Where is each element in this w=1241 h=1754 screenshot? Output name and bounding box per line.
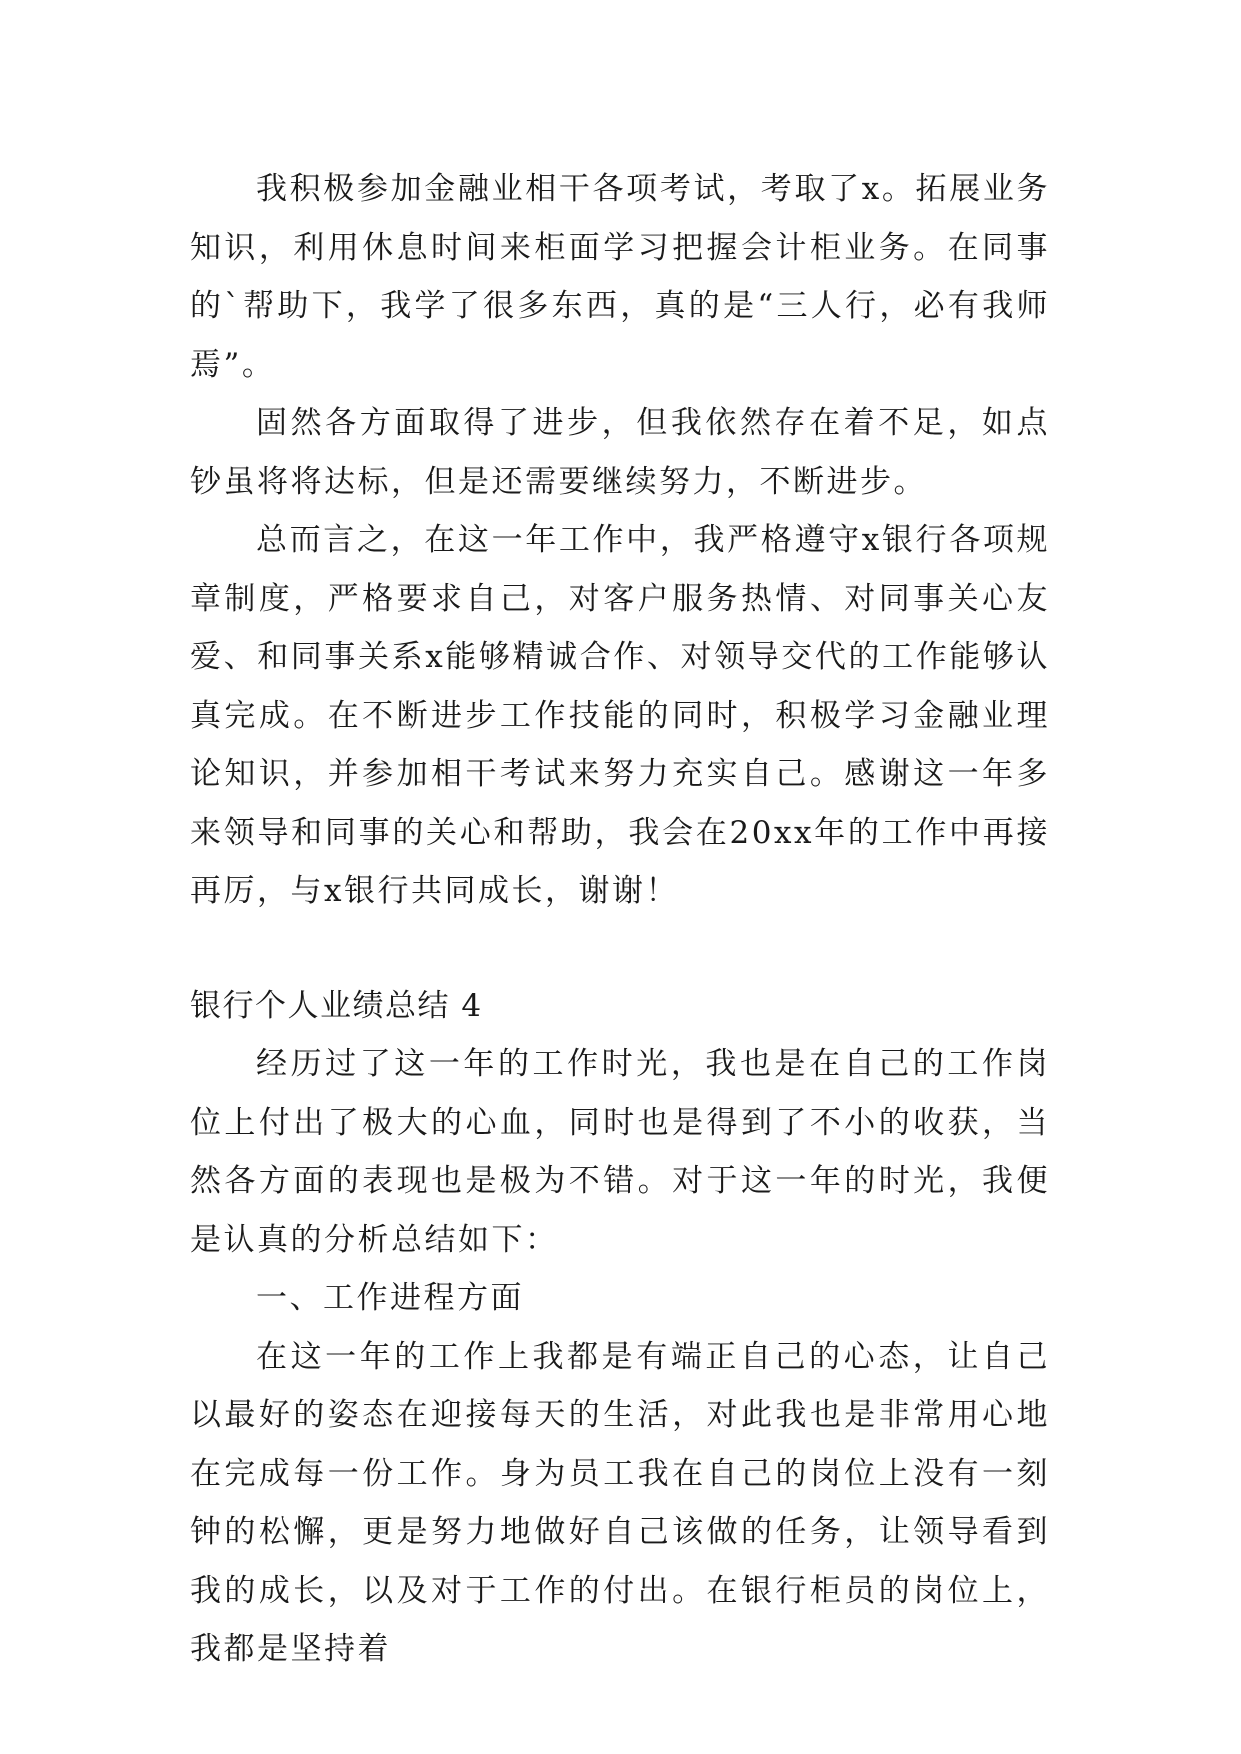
subheading-work-progress: 一、工作进程方面: [256, 1280, 524, 1316]
paragraph-work-attitude: 在这一年的工作上我都是有端正自己的心态，让自己以最好的姿态在迎接每天的生活，对此我也是非常用心地在完成每一份工作。身为员工我在自己的岗位上没有一刻钟的松懈，更是努力地做好自己该做的任务，让领导看到我的成长，以及对于工作的付出。在银行柜员的岗位上，我都是坚持着: [190, 1338, 1050, 1667]
section-title: 银行个人业绩总结 4: [190, 987, 483, 1024]
paragraph-shortcomings: 固然各方面取得了进步，但我依然存在着不足，如点钞虽将将达标，但是还需要继续努力，不断进步。: [190, 405, 1050, 500]
document-body: [190, 160, 1050, 1679]
paragraph-intro: 经历过了这一年的工作时光，我也是在自己的工作岗位上付出了极大的心血，同时也是得到了不小的收获，当然各方面的表现也是极为不错。对于这一年的时光，我便是认真的分析总结如下：: [190, 1046, 1050, 1258]
paragraph-exams: 我积极参加金融业相干各项考试，考取了x。拓展业务知识，利用休息时间来柜面学习把握会计柜业务。在同事的`帮助下，我学了很多东西，真的是“三人行，必有我师焉”。: [190, 171, 1050, 383]
paragraph-conclusion: 总而言之，在这一年工作中，我严格遵守x银行各项规章制度，严格要求自己，对客户服务热情、对同事关心友爱、和同事关系x能够精诚合作、对领导交代的工作能够认真完成。在不断进步工作技能的同时，积极学习金融业理论知识，并参加相干考试来努力充实自己。感谢这一年多来领导和同事的关心和帮助，我会在20xx年的工作中再接再厉，与x银行共同成长，谢谢！: [190, 522, 1050, 909]
